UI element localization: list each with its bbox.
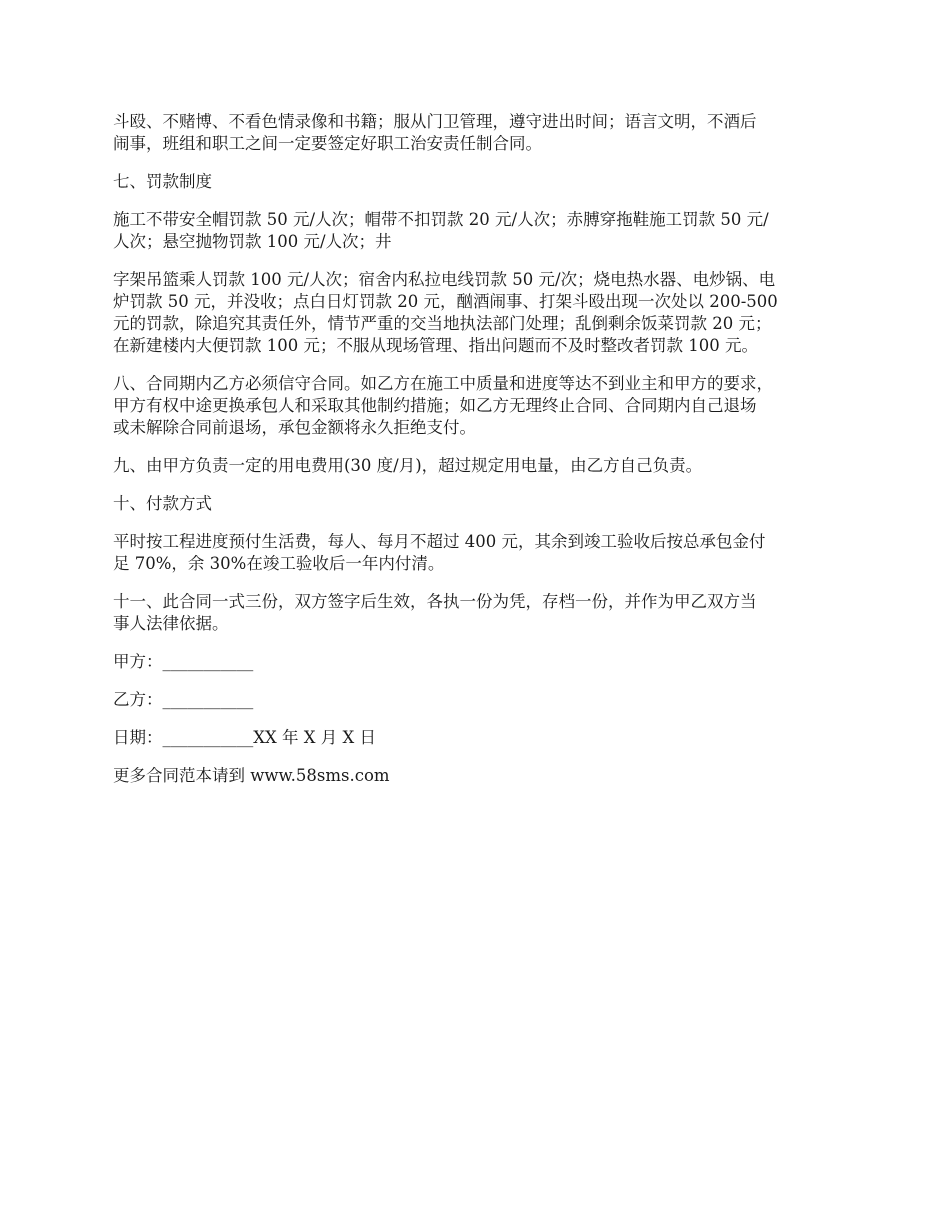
line: 元的罚款，除追究其责任外，情节严重的交当地执法部门处理；乱倒剩余饭菜罚款 20 元； (113, 314, 772, 333)
line: 在新建楼内大便罚款 100 元；不服从现场管理、指出问题而不及时整改者罚款 100 元。 (113, 336, 758, 355)
paragraph-fines-part2 (113, 269, 848, 357)
line: 炉罚款 50 元，并没收；点白日灯罚款 20 元，酗酒闹事、打架斗殴出现一次处以 200-500 (113, 292, 778, 311)
line: 七、罚款制度 (113, 172, 212, 191)
line: 事人法律依据。 (113, 614, 229, 633)
section-11-paragraph (113, 591, 848, 635)
party-b-signature-line (113, 689, 848, 711)
line: 平时按工程进度预付生活费，每人、每月不超过 400 元，其余到竣工验收后按总承包金付 (113, 532, 766, 551)
paragraph-public-order (113, 111, 848, 155)
line: 八、合同期内乙方必须信守合同。如乙方在施工中质量和进度等达不到业主和甲方的要求， (113, 374, 773, 393)
section-8-paragraph (113, 373, 848, 439)
line: 足 70%，余 30%在竣工验收后一年内付清。 (113, 554, 445, 573)
line: 字架吊篮乘人罚款 100 元/人次；宿舍内私拉电线罚款 50 元/次；烧电热水器、电炒锅、电 (113, 270, 776, 289)
paragraph-fines-part1 (113, 209, 848, 253)
line: 日期：___________XX 年 X 月 X 日 (113, 728, 376, 747)
line: 人次；悬空抛物罚款 100 元/人次；井 (113, 232, 392, 251)
line: 施工不带安全帽罚款 50 元/人次；帽带不扣罚款 20 元/人次；赤膊穿拖鞋施工罚款 50 元/ (113, 210, 769, 229)
line: 或未解除合同前退场，承包金额将永久拒绝支付。 (113, 418, 476, 437)
date-line (113, 727, 848, 749)
line: 甲方有权中途更换承包人和采取其他制约措施；如乙方无理终止合同、合同期内自己退场 (113, 396, 757, 415)
line: 闹事，班组和职工之间一定要签定好职工治安责任制合同。 (113, 134, 542, 153)
footer-more-templates (113, 765, 848, 787)
line: 十一、此合同一式三份，双方签字后生效，各执一份为凭，存档一份，并作为甲乙双方当 (113, 592, 757, 611)
line: 甲方：___________ (113, 652, 254, 671)
line: 十、付款方式 (113, 494, 212, 513)
line: 九、由甲方负责一定的用电费用(30 度/月)，超过规定用电量，由乙方自己负责。 (113, 456, 703, 475)
section-9-paragraph (113, 455, 848, 477)
paragraph-payment-terms (113, 531, 848, 575)
document-page (113, 111, 848, 803)
line: 斗殴、不赌博、不看色情录像和书籍；服从门卫管理，遵守进出时间；语言文明，不酒后 (113, 112, 757, 131)
section-heading-payment (113, 493, 848, 515)
party-a-signature-line (113, 651, 848, 673)
section-heading-fines (113, 171, 848, 193)
line: 更多合同范本请到 www.58sms.com (113, 766, 390, 785)
line: 乙方：___________ (113, 690, 254, 709)
